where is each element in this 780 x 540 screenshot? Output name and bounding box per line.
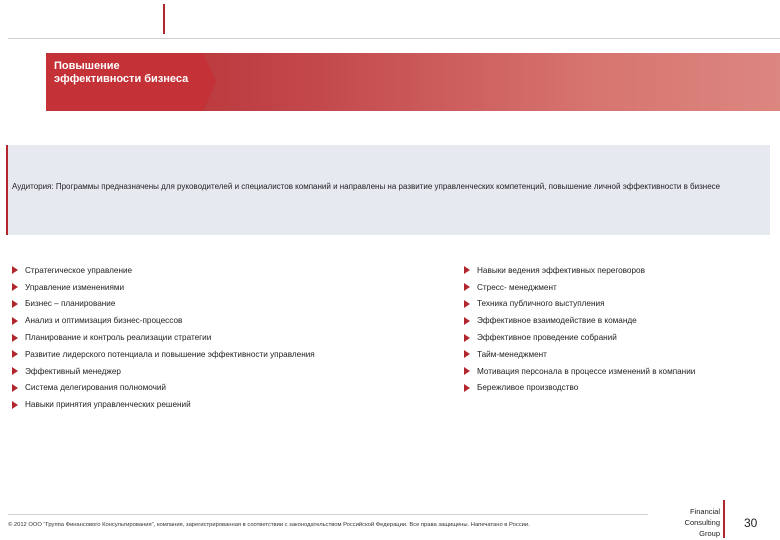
list-item bbox=[464, 346, 764, 363]
triangle-bullet-icon bbox=[464, 384, 470, 392]
list-item bbox=[12, 312, 432, 329]
list-item-label: Управление изменениями bbox=[25, 282, 125, 292]
list-item bbox=[12, 262, 432, 279]
triangle-bullet-icon bbox=[12, 401, 18, 409]
list-item-label: Тайм-менеджмент bbox=[477, 349, 547, 359]
list-item bbox=[464, 380, 764, 397]
logo-line: Consulting bbox=[684, 518, 720, 527]
audience-description: Аудитория: Программы предназначены для руководителей и специалистов компаний и направлены на развитие управленческих компетенций, повышение личной эффективности в бизнесе bbox=[12, 182, 721, 191]
list-item-label: Стресс- менеджмент bbox=[477, 282, 557, 292]
list-item bbox=[464, 312, 764, 329]
list-item bbox=[12, 279, 432, 296]
list-item-label: Развитие лидерского потенциала и повышение эффективности управления bbox=[25, 349, 315, 359]
list-item bbox=[12, 296, 432, 313]
triangle-bullet-icon bbox=[12, 384, 18, 392]
triangle-bullet-icon bbox=[464, 317, 470, 325]
triangle-bullet-icon bbox=[12, 350, 18, 358]
list-item bbox=[464, 279, 764, 296]
list-item bbox=[12, 346, 432, 363]
triangle-bullet-icon bbox=[12, 266, 18, 274]
list-item-label: Техника публичного выступления bbox=[477, 299, 605, 309]
triangle-bullet-icon bbox=[12, 334, 18, 342]
list-item-label: Навыки ведения эффективных переговоров bbox=[477, 265, 645, 275]
list-item bbox=[12, 363, 432, 380]
list-item-label: Бизнес – планирование bbox=[25, 299, 116, 309]
page-number: 30 bbox=[744, 516, 758, 530]
list-item bbox=[464, 262, 764, 279]
list-item-label: Стратегическое управление bbox=[25, 265, 133, 275]
triangle-bullet-icon bbox=[12, 317, 18, 325]
triangle-bullet-icon bbox=[464, 266, 470, 274]
triangle-bullet-icon bbox=[464, 334, 470, 342]
audience-accent-bar bbox=[6, 145, 8, 235]
topic-list-right bbox=[464, 262, 764, 396]
banner-title: Повышение эффективности бизнеса bbox=[54, 60, 189, 85]
triangle-bullet-icon bbox=[464, 283, 470, 291]
list-item-label: Навыки принятия управленческих решений bbox=[25, 400, 191, 410]
triangle-bullet-icon bbox=[12, 367, 18, 375]
list-item bbox=[12, 396, 432, 413]
list-item-label: Эффективный менеджер bbox=[25, 366, 121, 376]
footer-divider bbox=[8, 514, 648, 515]
list-item bbox=[12, 380, 432, 397]
list-item-label: Эффективное проведение собраний bbox=[477, 333, 617, 343]
company-logo bbox=[670, 506, 720, 539]
copyright-notice: © 2012 ООО "Группа Финансового Консультирования", компания, зарегистрированная в соответствии с законодательством Российской Федерации. Все права защищены. Напечатано в России. bbox=[8, 522, 530, 528]
list-item-label: Эффективное взаимодействие в команде bbox=[477, 316, 637, 326]
list-item bbox=[464, 296, 764, 313]
topic-list-left bbox=[12, 262, 432, 413]
triangle-bullet-icon bbox=[12, 283, 18, 291]
list-item-label: Бережливое производство bbox=[477, 383, 579, 393]
list-item-label: Планирование и контроль реализации стратегии bbox=[25, 333, 212, 343]
header-divider bbox=[8, 38, 780, 39]
logo-line: Financial bbox=[689, 507, 720, 516]
triangle-bullet-icon bbox=[464, 350, 470, 358]
triangle-bullet-icon bbox=[464, 300, 470, 308]
list-item bbox=[464, 363, 764, 380]
triangle-bullet-icon bbox=[12, 300, 18, 308]
list-item-label: Мотивация персонала в процессе изменений в компании bbox=[477, 366, 696, 376]
logo-accent-bar bbox=[723, 500, 725, 538]
list-item-label: Анализ и оптимизация бизнес-процессов bbox=[25, 316, 183, 326]
header-accent-mark bbox=[163, 4, 165, 34]
list-item-label: Система делегирования полномочий bbox=[25, 383, 166, 393]
list-item bbox=[464, 329, 764, 346]
triangle-bullet-icon bbox=[464, 367, 470, 375]
list-item bbox=[12, 329, 432, 346]
logo-line: Group bbox=[699, 529, 720, 538]
